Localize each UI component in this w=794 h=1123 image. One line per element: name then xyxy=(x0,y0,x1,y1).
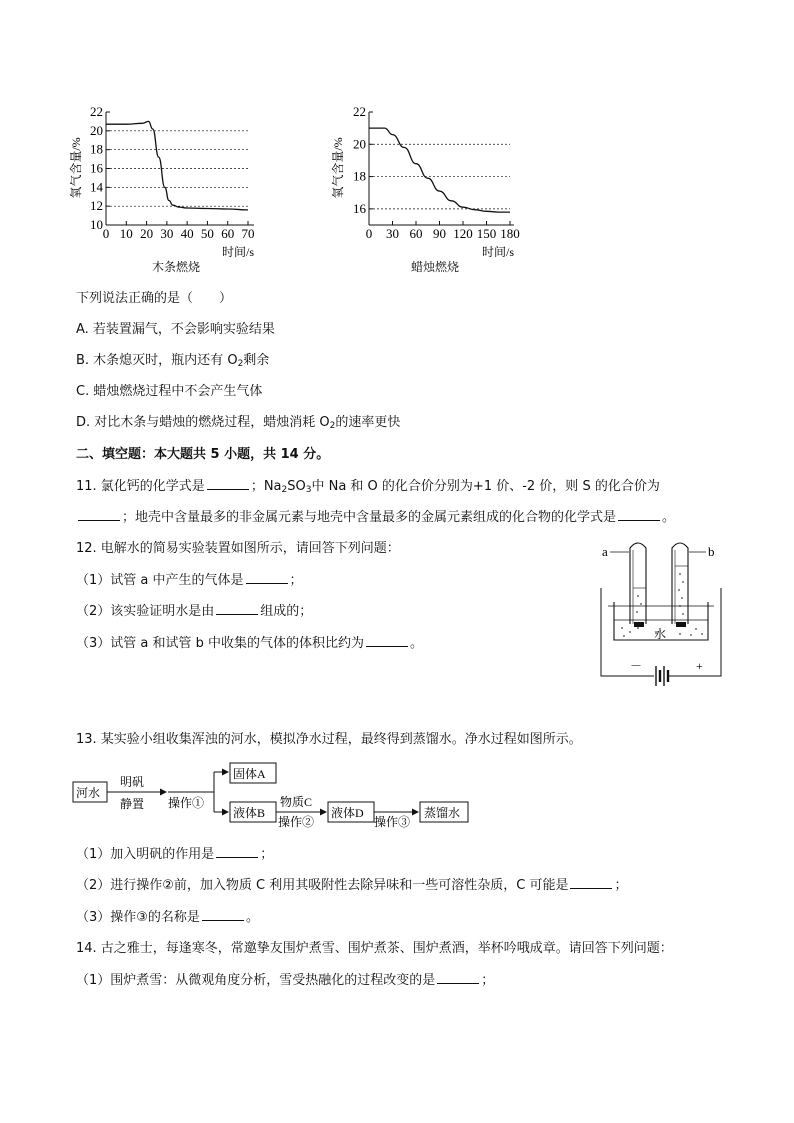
c2-xtick-label: 0 xyxy=(365,226,373,241)
chart1-ylabel: 氧气含量/% xyxy=(69,137,83,199)
q10-stem: 下列说法正确的是（ ） xyxy=(76,291,233,306)
c1-ytick-label: 18 xyxy=(90,141,103,157)
c1-xtick-label: 10 xyxy=(119,226,133,241)
chart1-xlabel: 时间/s xyxy=(221,245,254,259)
q14-blank-1[interactable] xyxy=(437,971,479,984)
tube-a-label: a xyxy=(602,544,608,559)
electrode-a xyxy=(634,622,644,627)
liquid-b-label: 液体B xyxy=(233,806,266,820)
q12-blank-1[interactable] xyxy=(246,571,288,584)
c1-ytick-label: 10 xyxy=(90,217,103,232)
c1-ytick-label: 20 xyxy=(90,122,103,138)
c1-xtick-label: 50 xyxy=(200,226,214,241)
c1-ytick-label: 22 xyxy=(90,104,103,119)
q13-blank-2[interactable] xyxy=(570,876,612,889)
water-purification-flowchart xyxy=(72,758,472,834)
q12-sub3: （3）试管 a 和试管 b 中收集的气体的体积比约为 。 xyxy=(76,636,424,651)
q13-sub3: （3）操作③的名称是 。 xyxy=(76,910,259,925)
chart1-title: 木条燃烧 xyxy=(152,260,201,274)
c1-xtick-label: 60 xyxy=(221,226,235,241)
c2-ytick-label: 20 xyxy=(353,136,366,152)
c1-xtick-label: 40 xyxy=(180,226,194,241)
alum-label: 明矾 xyxy=(120,775,145,789)
q11-blank-3[interactable] xyxy=(618,508,660,521)
q13-blank-3[interactable] xyxy=(202,908,244,921)
q10-option-b: B. 木条熄灭时，瓶内还有 $O_2$剩余 xyxy=(76,353,270,369)
distilled-water-label: 蒸馏水 xyxy=(424,806,461,820)
c2-ytick-label: 18 xyxy=(353,168,366,184)
q11-blank-1[interactable] xyxy=(207,477,249,490)
liquid-d-label: 液体D xyxy=(331,806,364,820)
candle-burning-chart xyxy=(330,98,530,259)
c2-ytick-label: 16 xyxy=(353,200,366,216)
solid-a-label: 固体A xyxy=(233,767,266,781)
c2-ytick-label: 22 xyxy=(353,104,366,119)
positive-terminal-label: + xyxy=(696,659,703,673)
q10-option-c: C. 蜡烛燃烧过程中不会产生气体 xyxy=(76,384,263,399)
c1-xtick-label: 0 xyxy=(102,226,110,241)
operation-3-label: 操作③ xyxy=(374,815,411,829)
wood-burning-chart xyxy=(62,98,272,259)
c2-xtick-label: 60 xyxy=(409,226,423,241)
c1-xtick-label: 20 xyxy=(140,226,154,241)
q13-sub1: （1）加入明矾的作用是 ； xyxy=(76,847,274,862)
c1-ytick-label: 12 xyxy=(90,198,103,214)
chart1-series-line xyxy=(106,121,248,209)
tube-b xyxy=(672,543,688,624)
river-water-label: 河水 xyxy=(76,786,101,800)
chart2-ylabel: 氧气含量/% xyxy=(331,137,345,199)
substance-c-label: 物质C xyxy=(280,795,313,809)
q10-option-d: D. 对比木条与蜡烛的燃烧过程，蜡烛消耗 $O_2$的速率更快 xyxy=(76,415,401,431)
settle-label: 静置 xyxy=(120,797,145,811)
q12-sub2: （2）该实验证明水是由 组成的； xyxy=(76,604,313,619)
q12-sub1: （1）试管 a 中产生的气体是 ； xyxy=(76,573,303,588)
q12-blank-3[interactable] xyxy=(366,634,408,647)
c2-xtick-label: 120 xyxy=(453,226,473,241)
c1-xtick-label: 30 xyxy=(160,226,174,241)
q13-sub2: （2）进行操作②前，加入物质 C 利用其吸附性去除异味和一些可溶性杂质，C 可能是 ； xyxy=(76,878,628,893)
q14-sub1: （1）围炉煮雪：从微观角度分析，雪受热融化的过程改变的是 ； xyxy=(76,973,495,988)
q14-stem: 14. 古之雅士，每逢寒冬，常邀挚友围炉煮雪、围炉煮茶、围炉煮酒，举杯吟哦成章。请回答下列问题： xyxy=(76,941,673,956)
q13-stem: 13. 某实验小组收集浑浊的河水，模拟净水过程，最终得到蒸馏水。净水过程如图所示。 xyxy=(76,732,582,747)
c2-xtick-label: 150 xyxy=(476,226,497,241)
c2-xtick-label: 30 xyxy=(386,226,399,241)
chart1-grid xyxy=(106,131,248,206)
c1-xtick-label: 70 xyxy=(241,226,255,241)
q12-blank-2[interactable] xyxy=(216,602,258,615)
tube-a xyxy=(630,543,646,624)
chart2-xlabel: 时间/s xyxy=(481,245,514,259)
water-label: 水 xyxy=(654,627,667,641)
c2-xtick-label: 180 xyxy=(500,226,520,241)
c2-xtick-label: 90 xyxy=(433,226,446,241)
negative-terminal-label: － xyxy=(630,659,643,673)
operation-2-label: 操作② xyxy=(278,815,315,829)
section-heading: 二、填空题：本大题共 5 小题，共 14 分。 xyxy=(76,447,330,462)
chart2-title: 蜡烛燃烧 xyxy=(411,260,460,274)
q11-line2: ；地壳中含量最多的非金属元素与地壳中含量最多的金属元素组成的化合物的化学式是 。 xyxy=(76,508,675,527)
q11-line1: 11. 氯化钙的化学式是 ；$Na_2SO_3$中 Na 和 O 的化合价分别为+1 价、-2 价，则 S 的化合价为 xyxy=(76,479,660,495)
electrolysis-apparatus-figure xyxy=(596,536,726,694)
chart2-series-line xyxy=(369,128,510,212)
q12-stem: 12. 电解水的简易实验装置如图所示，请回答下列问题： xyxy=(76,541,400,556)
tube-b-label: b xyxy=(708,544,715,559)
q13-blank-1[interactable] xyxy=(216,845,258,858)
q11-blank-2[interactable] xyxy=(78,508,120,521)
electrode-b xyxy=(676,622,686,627)
c1-ytick-label: 14 xyxy=(90,179,103,195)
operation-1-label: 操作① xyxy=(168,796,205,810)
c1-ytick-label: 16 xyxy=(90,160,103,176)
q10-option-a: A. 若装置漏气，不会影响实验结果 xyxy=(76,322,275,337)
